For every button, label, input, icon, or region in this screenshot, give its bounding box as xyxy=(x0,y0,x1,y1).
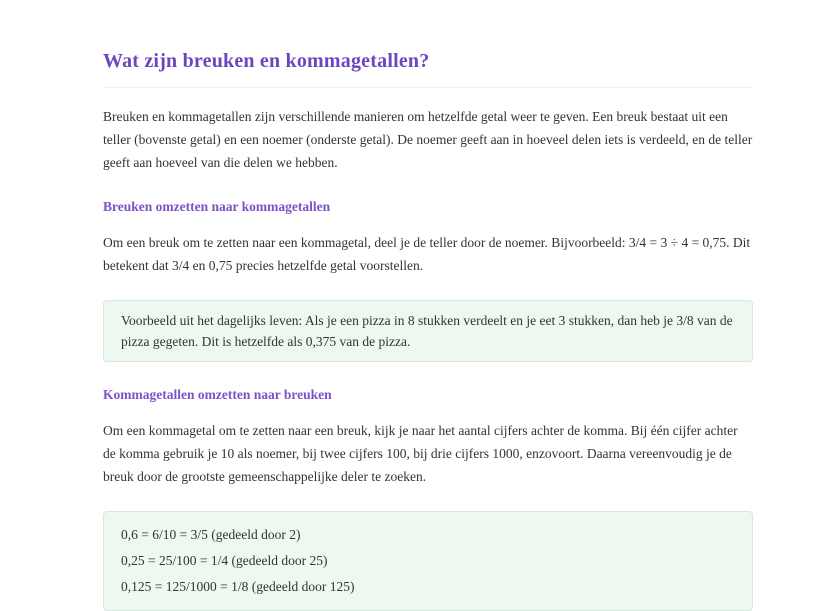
section-heading-kommagetallen-naar-breuken: Kommagetallen omzetten naar breuken xyxy=(103,387,332,402)
page-title: Wat zijn breuken en kommagetallen? xyxy=(103,50,753,88)
section-paragraph-kommagetallen-naar-breuken: Om een kommagetal om te zetten naar een breuk, kijk je naar het aantal cijfers achter de komma. Bij één cijfer achter de komma gebruik je 10 als noemer, bij twee cijfers 100, bij drie cijfers 1000, enzovoort. Daarna vereenvoudig je de breuk door de grootste gemeenschappelijke deler te zoeken. xyxy=(103,423,738,484)
example-line: 0,25 = 25/100 = 1/4 (gedeeld door 25) xyxy=(121,553,328,568)
example-line: 0,125 = 125/1000 = 1/8 (gedeeld door 125) xyxy=(121,579,355,594)
example-callout-pizza xyxy=(103,300,753,362)
intro-paragraph: Breuken en kommagetallen zijn verschillende manieren om hetzelfde getal weer te geven. Een breuk bestaat uit een teller (bovenste getal) en een noemer (onderste getal). De noemer geeft aan in hoeveel delen iets is verdeeld, en de teller geeft aan hoeveel van die delen we hebben. xyxy=(103,109,753,170)
section-paragraph-breuken-naar-kommagetallen: Om een breuk om te zetten naar een kommagetal, deel je de teller door de noemer. Bijvoorbeeld: 3/4 = 3 ÷ 4 = 0,75. Dit betekent dat 3/4 en 0,75 precies hetzelfde getal voorstellen. xyxy=(103,235,751,273)
callout-text: Voorbeeld uit het dagelijks leven: Als je een pizza in 8 stukken verdeelt en je eet 3 stukken, dan heb je 3/8 van de pizza gegeten. Dit is hetzelfde als 0,375 van de pizza. xyxy=(121,313,733,349)
example-line: 0,6 = 6/10 = 3/5 (gedeeld door 2) xyxy=(121,527,301,542)
conversion-examples-box xyxy=(103,511,753,611)
section-heading-breuken-naar-kommagetallen: Breuken omzetten naar kommagetallen xyxy=(103,199,331,214)
article-page xyxy=(103,0,753,611)
